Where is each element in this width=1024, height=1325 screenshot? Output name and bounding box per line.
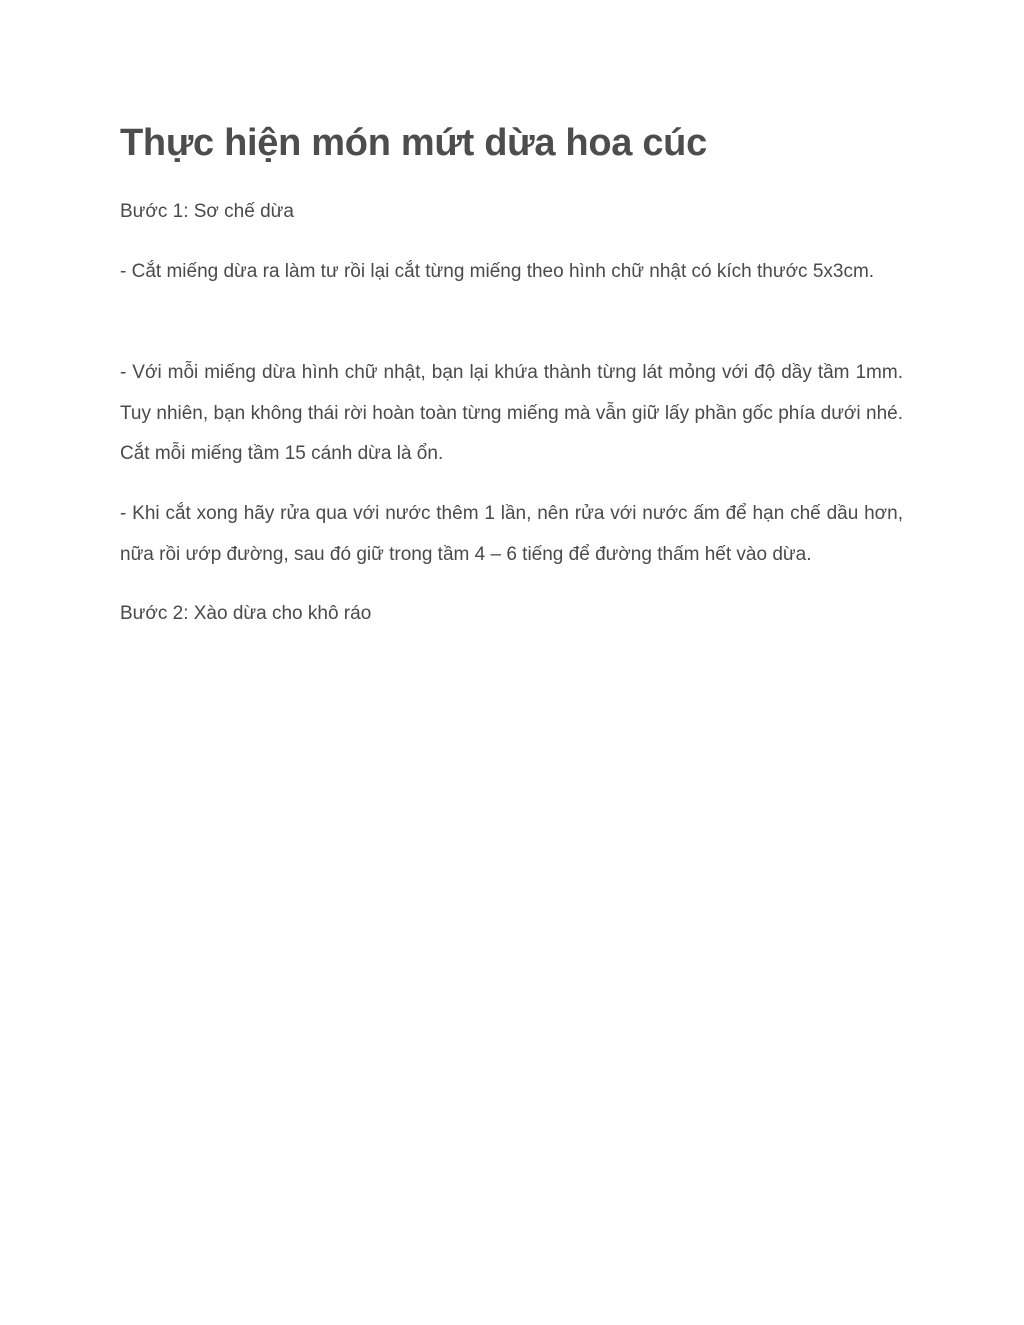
step-1-heading: Bước 1: Sơ chế dừa bbox=[120, 201, 294, 222]
step-1-paragraph-3: - Khi cắt xong hãy rửa qua với nước thêm 1 lần, nên rửa với nước ấm để hạn chế dầu hơn, nữa rồi ướp đường, sau đó giữ trong tầm 4 – 6 tiếng để đường thấm hết vào dừa. bbox=[120, 503, 903, 565]
document-title: Thực hiện món mứt dừa hoa cúc bbox=[120, 122, 707, 164]
step-1-paragraph-1: - Cắt miếng dừa ra làm tư rồi lại cắt từng miếng theo hình chữ nhật có kích thước 5x3cm. bbox=[120, 261, 875, 282]
step-2-heading: Bước 2: Xào dừa cho khô ráo bbox=[120, 603, 372, 624]
step-1-paragraph-2: - Với mỗi miếng dừa hình chữ nhật, bạn lại khứa thành từng lát mỏng với độ dầy tầm 1mm. Tuy nhiên, bạn không thái rời hoàn toàn từng miếng mà vẫn giữ lấy phần gốc phía dưới nhé. Cắt mỗi miếng tầm 15 cánh dừa là ổn. bbox=[120, 362, 903, 464]
